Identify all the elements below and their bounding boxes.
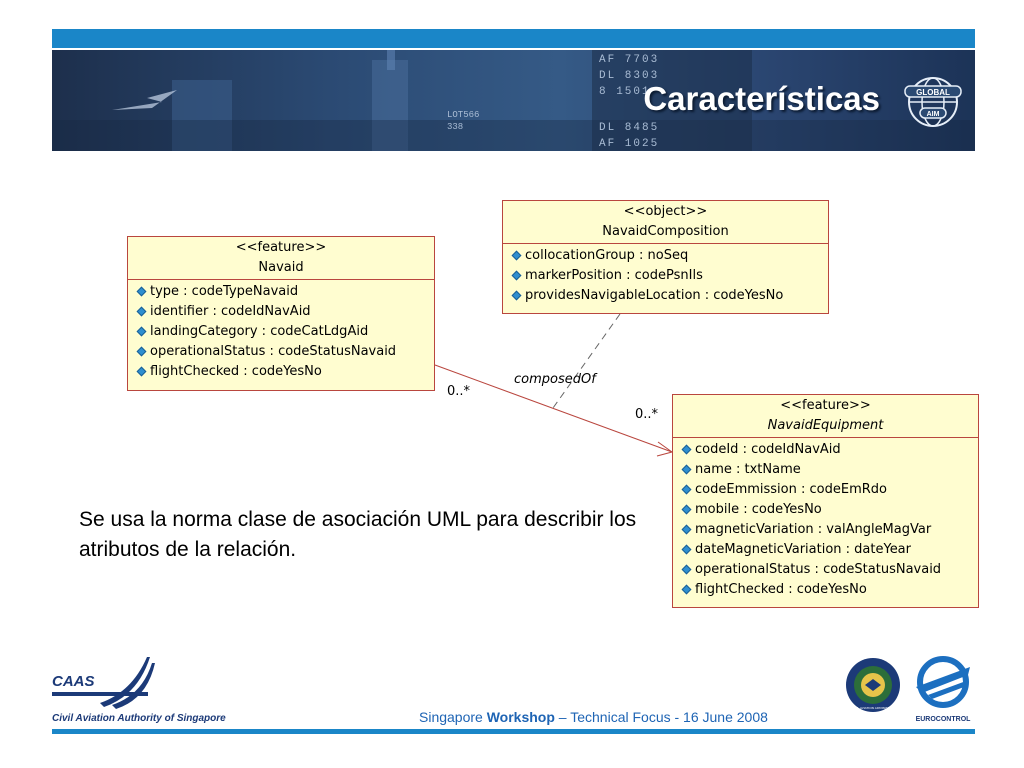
class-stereotype: <<feature>> (780, 398, 871, 413)
attribute-row (138, 302, 434, 322)
class-header (128, 237, 434, 280)
attribute-row (683, 500, 978, 520)
attribute-row (138, 282, 434, 302)
class-name: NavaidEquipment (767, 418, 884, 433)
attribute-text: flightChecked : codeYesNo (150, 364, 322, 379)
attribute-icon (137, 307, 147, 317)
attribute-text: name : txtName (695, 462, 801, 477)
footer-text-post: – Technical Focus - 16 June 2008 (554, 709, 768, 725)
caas-logo (52, 657, 252, 727)
attribute-row (138, 342, 434, 362)
faa-seal-icon (845, 657, 901, 713)
eurocontrol-wordmark: EUROCONTROL (915, 716, 971, 723)
attribute-icon (137, 327, 147, 337)
footer-text-bold: Workshop (486, 709, 555, 725)
logo-text-top: GLOBAL (916, 88, 950, 97)
flight-id: AF 1025 (599, 138, 660, 150)
association-role-label: composedOf (514, 372, 596, 387)
attribute-row (138, 322, 434, 342)
attribute-icon (512, 271, 522, 281)
attribute-icon (682, 505, 692, 515)
uml-class-navaid-composition[interactable] (502, 200, 829, 314)
attribute-text: operationalStatus : codeStatusNavaid (150, 344, 397, 359)
attribute-text: dateMagneticVariation : dateYear (695, 542, 911, 557)
attribute-row (683, 440, 978, 460)
caas-subtitle: Civil Aviation Authority of Singapore (52, 713, 226, 724)
attribute-text: mobile : codeYesNo (695, 502, 822, 517)
attribute-row (683, 560, 978, 580)
attribute-icon (682, 545, 692, 555)
attribute-icon (682, 485, 692, 495)
attribute-list (673, 438, 978, 604)
class-header (503, 201, 828, 244)
attribute-row (683, 520, 978, 540)
flight-id: 338 (447, 122, 464, 132)
class-stereotype: <<feature>> (235, 240, 327, 255)
uml-class-navaid[interactable] (127, 236, 435, 391)
body-text: Se usa la norma clase de asociación UML para describir los atributos de la relación. (79, 508, 637, 561)
attribute-row (513, 246, 828, 266)
attribute-icon (682, 525, 692, 535)
attribute-text: flightChecked : codeYesNo (695, 582, 867, 597)
attribute-icon (682, 465, 692, 475)
attribute-text: markerPosition : codePsnIls (525, 268, 703, 283)
flight-id: 8 1501 (599, 86, 651, 98)
attribute-text: magneticVariation : valAngleMagVar (695, 522, 932, 537)
attribute-row (513, 266, 828, 286)
attribute-icon (682, 565, 692, 575)
attribute-text: codeId : codeIdNavAid (695, 442, 841, 457)
attribute-list (128, 280, 434, 386)
class-stereotype: <<object>> (623, 204, 708, 219)
attribute-row (683, 480, 978, 500)
attribute-icon (682, 445, 692, 455)
flight-id: LOT566 (447, 110, 480, 120)
uml-class-navaid-equipment[interactable] (672, 394, 979, 608)
attribute-icon (682, 585, 692, 595)
footer-caption (419, 709, 768, 725)
logo-text-bottom: AIM (926, 111, 940, 118)
attribute-text: operationalStatus : codeStatusNavaid (695, 562, 942, 577)
attribute-text: collocationGroup : noSeq (525, 248, 689, 263)
footer-text-pre: Singapore (419, 709, 487, 725)
attribute-list (503, 244, 828, 310)
attribute-icon (137, 347, 147, 357)
flight-id: DL 8485 (599, 122, 660, 134)
attribute-icon (137, 287, 147, 297)
attribute-text: providesNavigableLocation : codeYesNo (525, 288, 784, 303)
attribute-row (138, 362, 434, 382)
class-name: NavaidComposition (602, 224, 729, 239)
association-class-link (553, 314, 620, 408)
attribute-row (513, 286, 828, 306)
attribute-text: type : codeTypeNavaid (150, 284, 299, 299)
multiplicity-source: 0..* (447, 384, 471, 399)
footer-rule (52, 729, 975, 734)
faa-label: FEDERAL AVIATION ADMINISTRATION (845, 706, 901, 710)
multiplicity-target: 0..* (635, 407, 659, 422)
attribute-icon (512, 291, 522, 301)
eurocontrol-emblem-icon (908, 655, 978, 711)
attribute-icon (137, 367, 147, 377)
attribute-icon (512, 251, 522, 261)
attribute-text: landingCategory : codeCatLdgAid (150, 324, 369, 339)
attribute-row (683, 540, 978, 560)
attribute-row (683, 580, 978, 600)
attribute-text: identifier : codeIdNavAid (150, 304, 311, 319)
flight-id: AF 7703 (599, 54, 660, 66)
flight-id: DL 8303 (599, 70, 660, 82)
caas-wordmark: CAAS (52, 673, 95, 690)
class-header (673, 395, 978, 438)
attribute-text: codeEmmission : codeEmRdo (695, 482, 887, 497)
eurocontrol-logo (908, 655, 978, 723)
attribute-row (683, 460, 978, 480)
slide-title: Características (643, 80, 880, 117)
class-name: Navaid (258, 260, 304, 275)
